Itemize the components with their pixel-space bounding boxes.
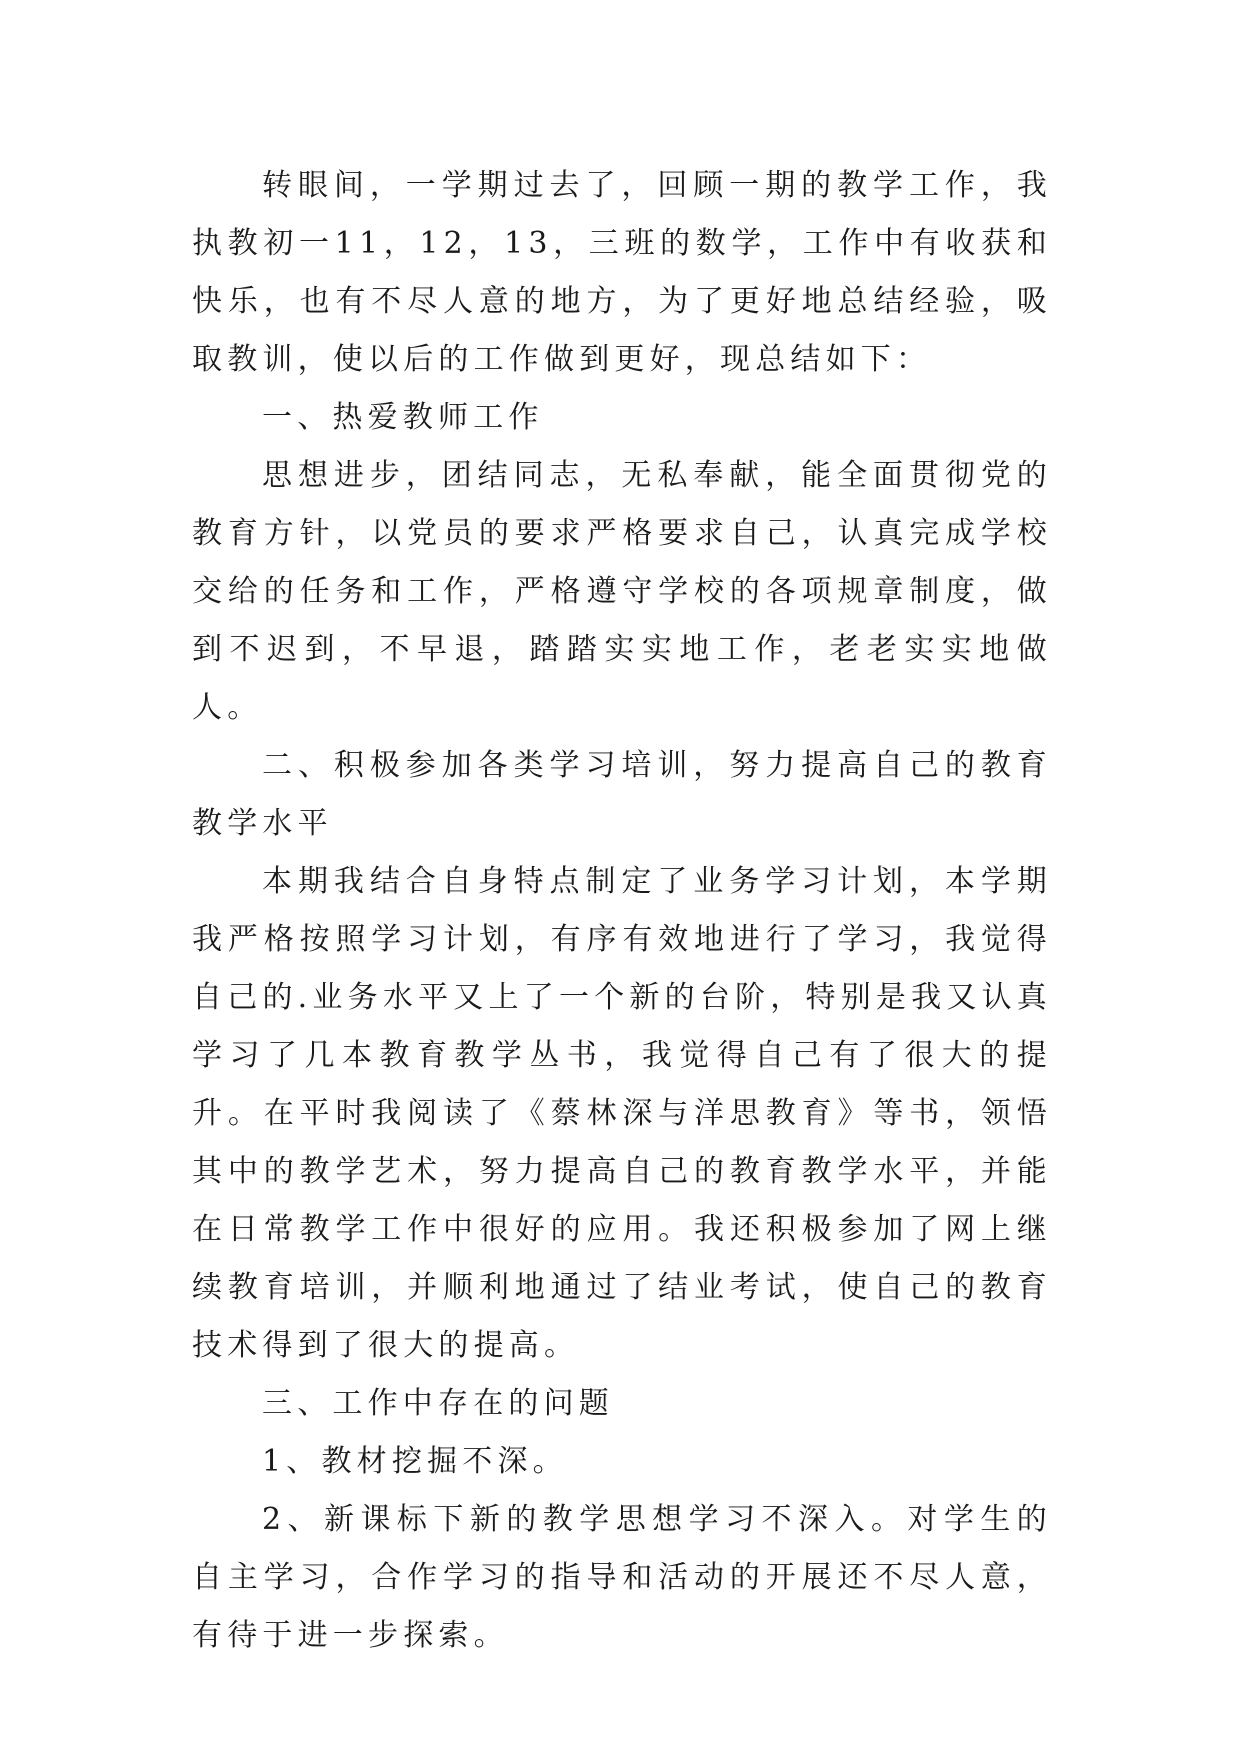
heading-section-2: 二、积极参加各类学习培训，努力提高自己的教育教学水平: [192, 748, 1052, 841]
document-body: [192, 157, 1052, 1665]
heading-section-1: 一、热爱教师工作: [262, 400, 544, 435]
paragraph-section-2: 本期我结合自身特点制定了业务学习计划，本学期我严格按照学习计划，有序有效地进行了学习，我觉得自己的.业务水平又上了一个新的台阶，特别是我又认真学习了几本教育教学丛书，我觉得自己有了很大的提升。在平时我阅读了《蔡林深与洋思教育》等书，领悟其中的教学艺术，努力提高自己的教育教学水平，并能在日常教学工作中很好的应用。我还积极参加了网上继续教育培训，并顺利地通过了结业考试，使自己的教育技术得到了很大的提高。: [192, 864, 1052, 1363]
heading-section-3: 三、工作中存在的问题: [262, 1386, 614, 1421]
list-item-2: 2、新课标下新的教学思想学习不深入。对学生的自主学习，合作学习的指导和活动的开展还不尽人意，有待于进一步探索。: [192, 1502, 1052, 1653]
paragraph-intro: 转眼间，一学期过去了，回顾一期的教学工作，我执教初一11，12，13，三班的数学，工作中有收获和快乐，也有不尽人意的地方，为了更好地总结经验，吸取教训，使以后的工作做到更好，现总结如下：: [192, 168, 1052, 377]
list-item-1: 1、教材挖掘不深。: [262, 1444, 568, 1479]
paragraph-section-1: 思想进步，团结同志，无私奉献，能全面贯彻党的教育方针，以党员的要求严格要求自己，认真完成学校交给的任务和工作，严格遵守学校的各项规章制度，做到不迟到，不早退，踏踏实实地工作，老老实实地做人。: [192, 458, 1052, 725]
